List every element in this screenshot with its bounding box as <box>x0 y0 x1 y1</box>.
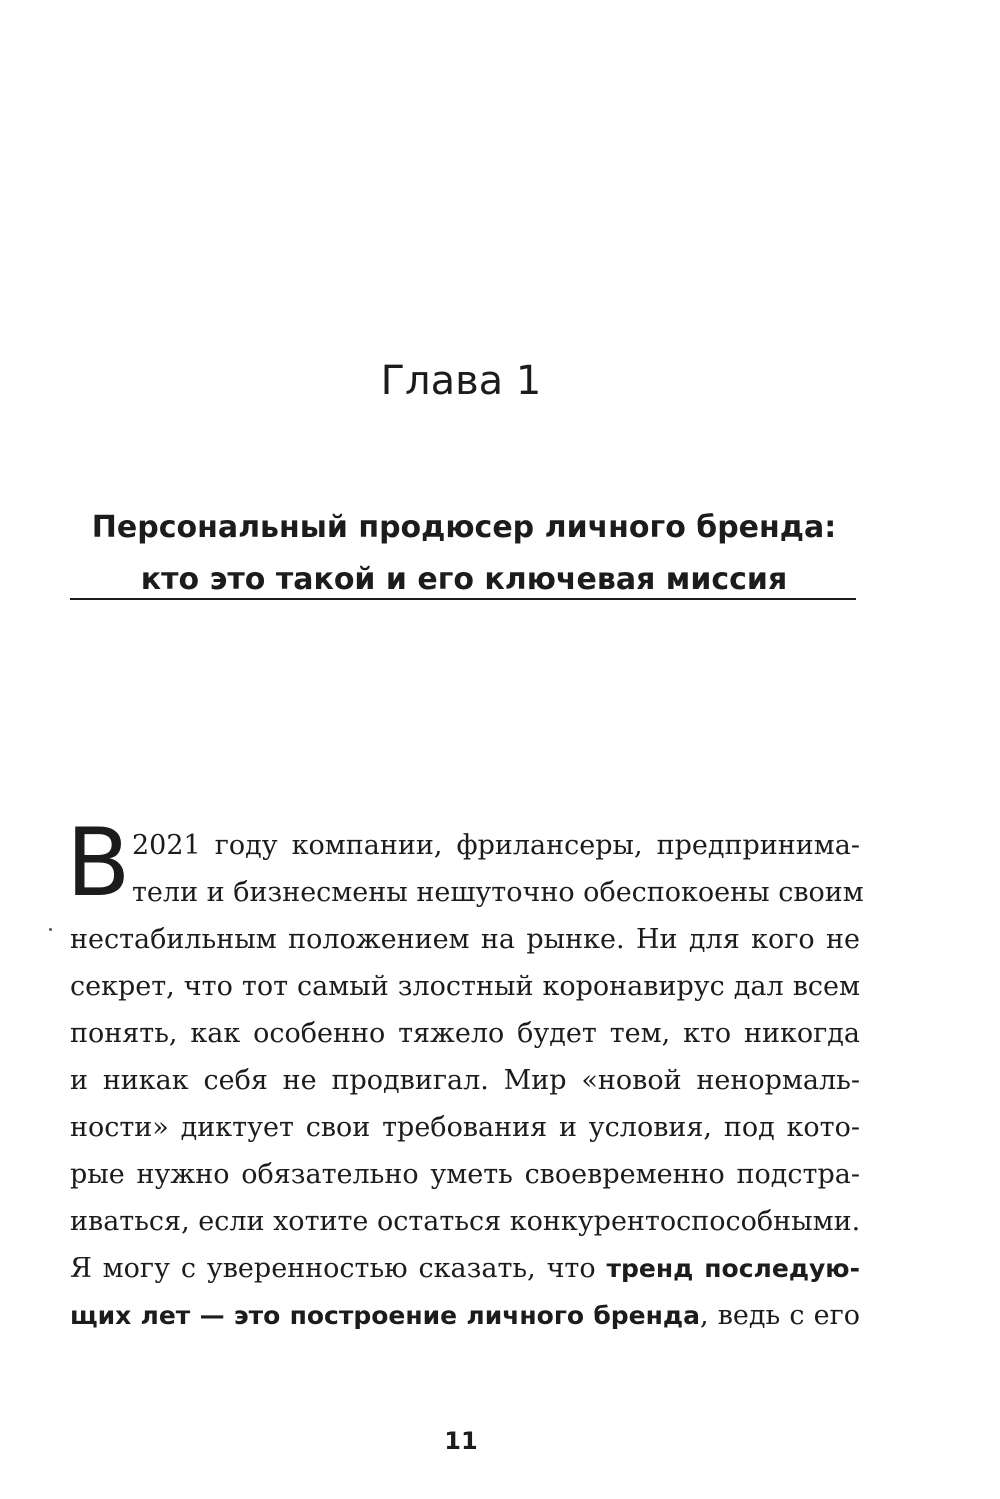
body-line-mixed <box>70 1292 860 1339</box>
body-line: ности» диктует свои требования и условия, под кото- <box>70 1112 860 1143</box>
page-number: 11 <box>444 1427 478 1455</box>
body-text-regular: , ведь с его <box>699 1300 860 1331</box>
body-text-bold: щих лет — это построение личного бренда <box>70 1301 700 1330</box>
print-speck <box>49 928 52 931</box>
body-line: нестабильным положением на рынке. Ни для кого не <box>70 924 860 955</box>
body-line: и никак себя не продвигал. Мир «новой ненормаль- <box>70 1065 860 1096</box>
body-line: 2021 году компании, фрилансеры, предпринима- <box>132 830 860 861</box>
body-text-regular: Я могу с уверенностью сказать, что <box>70 1253 607 1284</box>
body-line: понять, как особенно тяжело будет тем, кто никогда <box>70 1018 860 1049</box>
body-paragraph <box>70 822 864 1339</box>
chapter-label: Глава 1 <box>380 358 542 404</box>
body-line: иваться, если хотите остаться конкурентоспособными. <box>70 1206 861 1237</box>
title-divider <box>70 598 856 600</box>
body-line-mixed <box>70 1245 860 1292</box>
chapter-title <box>70 502 858 606</box>
chapter-title-line-1: Персональный продюсер личного бренда: <box>91 510 837 545</box>
drop-cap: В <box>66 809 131 918</box>
chapter-title-line-2: кто это такой и его ключевая миссия <box>140 562 788 597</box>
body-line: секрет, что тот самый злостный коронавирус дал всем <box>70 971 860 1002</box>
body-text-bold: тренд последую- <box>606 1254 860 1283</box>
body-line: рые нужно обязательно уметь своевременно подстра- <box>70 1159 860 1190</box>
body-line: тели и бизнесмены нешуточно обеспокоены своим <box>132 877 864 908</box>
